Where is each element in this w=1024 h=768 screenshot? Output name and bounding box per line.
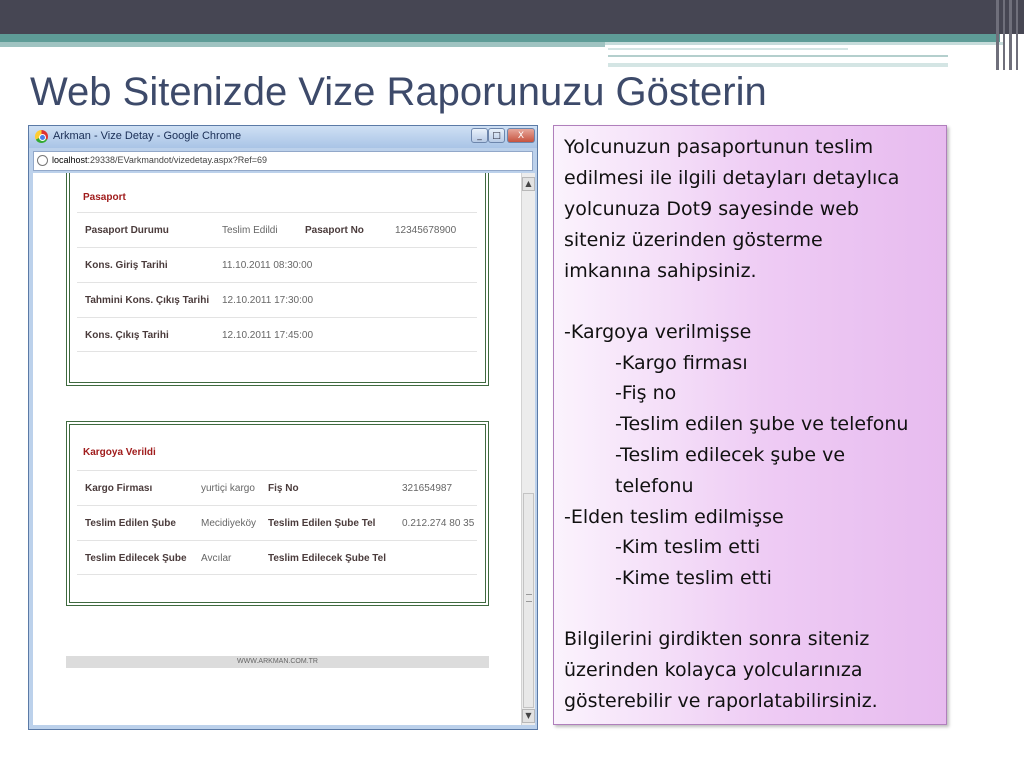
minimize-button[interactable]: _ — [471, 128, 488, 143]
header-stripe — [608, 48, 848, 50]
info-line: -Fiş no — [615, 382, 677, 404]
scroll-up-icon[interactable]: ▲ — [522, 177, 535, 191]
field-label: Teslim Edilen Şube — [85, 518, 176, 529]
header-line — [1009, 0, 1012, 70]
slide-header-accent — [0, 34, 1000, 42]
info-line: -Teslim edilecek şube ve — [615, 444, 846, 466]
kargo-panel — [66, 421, 489, 606]
scrollbar-thumb[interactable] — [523, 493, 534, 708]
info-line: -Kime teslim etti — [615, 567, 772, 589]
table-row — [77, 470, 477, 505]
table-row — [77, 317, 477, 352]
field-label: Pasaport Durumu — [85, 225, 169, 236]
address-bar[interactable] — [33, 151, 533, 171]
field-label: Teslim Edilecek Şube Tel — [268, 553, 387, 564]
info-callout — [553, 125, 947, 725]
info-line: edilmesi ile ilgili detayları detaylıca — [564, 167, 900, 189]
scroll-down-icon[interactable]: ▼ — [522, 709, 535, 723]
header-stripe — [0, 42, 605, 47]
table-row — [77, 282, 477, 317]
field-label: Fiş No — [268, 483, 299, 494]
field-value: 12345678900 — [395, 225, 457, 236]
pasaport-panel — [66, 173, 489, 386]
panel-heading: Kargoya Verildi — [83, 447, 156, 458]
window-title: Arkman - Vize Detay - Google Chrome — [53, 130, 242, 142]
header-stripe — [608, 63, 948, 67]
header-line — [996, 0, 999, 70]
info-line: -Kim teslim etti — [615, 536, 761, 558]
field-value: 321654987 — [402, 483, 453, 494]
field-value: Teslim Edildi — [222, 225, 278, 236]
info-line: yolcunuza Dot9 sayesinde web — [564, 198, 859, 220]
slide-title: Web Sitenizde Vize Raporunuzu Gösterin — [30, 70, 767, 114]
info-line: siteniz üzerinden gösterme — [564, 229, 823, 251]
info-line: Bilgilerini girdikten sonra siteniz — [564, 628, 870, 650]
page-icon — [37, 155, 48, 166]
panel-heading: Pasaport — [83, 192, 126, 203]
header-stripe — [608, 55, 948, 57]
field-value: Avcılar — [201, 553, 232, 564]
table-row — [77, 505, 477, 540]
field-label: Teslim Edilecek Şube — [85, 553, 187, 564]
field-label: Kons. Giriş Tarihi — [85, 260, 168, 271]
url-host: localhost — [52, 155, 88, 165]
vertical-scrollbar[interactable] — [521, 173, 535, 725]
field-label: Pasaport No — [305, 225, 364, 236]
field-value: 11.10.2011 08:30:00 — [222, 260, 313, 271]
browser-window — [28, 125, 538, 730]
info-line: -Teslim edilen şube ve telefonu — [615, 413, 909, 435]
slide-header-bar — [0, 0, 1024, 34]
header-line — [1003, 0, 1005, 70]
field-value: 12.10.2011 17:30:00 — [222, 295, 314, 306]
url-text — [52, 155, 267, 165]
maximize-button[interactable]: □ — [488, 128, 505, 143]
field-value: 12.10.2011 17:45:00 — [222, 330, 314, 341]
url-path: :29338/EVarkmandot/vizedetay.aspx?Ref=69 — [87, 155, 268, 165]
field-value: Mecidiyeköy — [201, 518, 257, 529]
header-line — [1016, 0, 1018, 70]
field-label: Kons. Çıkış Tarihi — [85, 330, 169, 341]
grip-icon — [526, 594, 532, 602]
info-line: gösterebilir ve raporlatabilirsiniz. — [564, 690, 878, 712]
table-row — [77, 540, 477, 575]
header-stripe — [605, 42, 1005, 45]
info-line: telefonu — [615, 475, 694, 497]
browser-titlebar — [29, 126, 537, 148]
field-label: Kargo Firması — [85, 483, 153, 494]
page-footer: WWW.ARKMAN.COM.TR — [66, 656, 489, 668]
field-value: 0.212.274 80 35 — [402, 518, 475, 529]
info-line: imkanına sahipsiniz. — [564, 260, 757, 282]
field-label: Tahmini Kons. Çıkış Tarihi — [85, 295, 210, 306]
table-row — [77, 247, 477, 282]
field-label: Teslim Edilen Şube Tel — [268, 518, 376, 529]
chrome-icon — [35, 130, 48, 143]
info-line: -Kargo firması — [615, 352, 748, 374]
info-line: -Kargoya verilmişse — [564, 321, 752, 343]
info-line: üzerinden kolayca yolcularınıza — [564, 659, 863, 681]
page-viewport — [33, 173, 521, 725]
table-row — [77, 212, 477, 247]
field-value: yurtiçi kargo — [201, 483, 255, 494]
info-line: Yolcunuzun pasaportunun teslim — [564, 136, 874, 158]
close-button[interactable]: X — [507, 128, 535, 143]
info-line: -Elden teslim edilmişse — [564, 506, 784, 528]
